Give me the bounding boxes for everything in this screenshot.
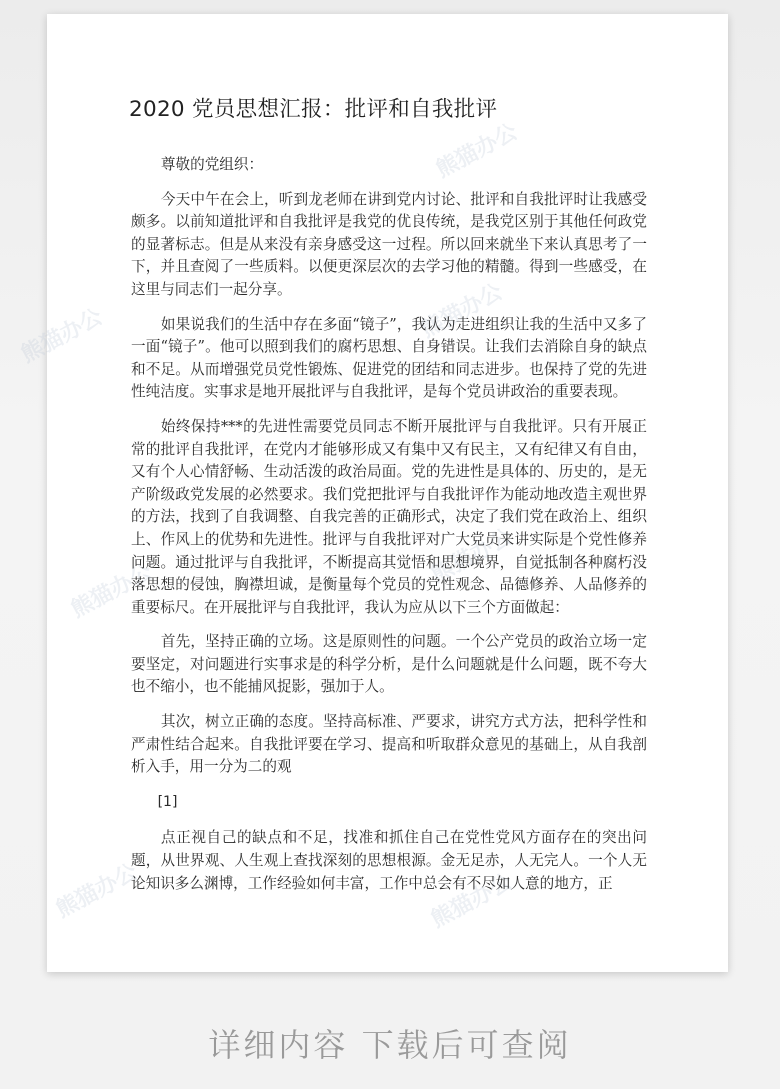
watermark: 熊猫办公 <box>432 119 522 183</box>
watermark: 熊猫办公 <box>67 559 157 623</box>
paragraph: 首先，坚持正确的立场。这是原则性的问题。一个公产党员的政治立场一定要坚定，对问题进行实事求是的科学分析，是什么问题就是什么问题，既不夸大也不缩小，也不能捕风捉影，强加于人。 <box>131 633 647 696</box>
paragraph: 始终保持***的先进性需要党员同志不断开展批评与自我批评。只有开展正常的批评自我批评，在党内才能够形成又有集中又有民主，又有纪律又有自由，又有个人心情舒畅、生动活泼的政治局面。党的先进性是具体的、历史的，是无产阶级政党发展的必然要求。我们党把批评与自我批评作为能动地改造主观世界的方法，找到了自我调整、自我完善的正确形式，决定了我们党在政治上、组织上、作风上的优势和先进性。批评与自我批评对广大党员来讲实际是个党性修养问题。通过批评与自我批评，不断提高其觉悟和思想境界，自觉抵制各种腐朽没落思想的侵蚀，胸襟坦诚，是衡量每个党员的党性观念、品德修养、人品修养的重要标尺。在开展批评与自我批评，我认为应从以下三个方面做起： <box>131 417 647 616</box>
watermark: 熊猫办公 <box>427 869 517 933</box>
watermark: 熊猫办公 <box>17 304 107 368</box>
watermark: 熊猫办公 <box>427 524 517 588</box>
paragraph: 其次，树立正确的态度。坚持高标准、严要求，讲究方式方法，把科学性和严肃性结合起来。自我批评要在学习、提高和听取群众意见的基础上，从自我剖析入手，用一分为二的观 <box>131 713 647 776</box>
watermark: 熊猫办公 <box>417 279 507 343</box>
download-hint: 详细内容 下载后可查阅 <box>208 1026 572 1064</box>
document-title: 2020 党员思想汇报：批评和自我批评 <box>129 97 498 122</box>
document-page <box>17 14 728 972</box>
watermark: 熊猫办公 <box>52 859 142 923</box>
document-body <box>131 154 647 907</box>
salutation: 尊敬的党组织： <box>160 156 264 173</box>
paragraph: 点正视自己的缺点和不足，找准和抓住自己在党性党风方面存在的突出问题，从世界观、人生观上查找深刻的思想根源。金无足赤，人无完人。一个人无论知识多么渊博，工作经验如何丰富，工作中总会有不尽如人意的地方，正 <box>131 829 647 892</box>
paragraph: 如果说我们的生活中存在多面“镜子”，我认为走进组织让我的生活中又多了一面“镜子”。他可以照到我们的腐朽思想、自身错误。让我们去消除自身的缺点和不足。从而增强党员党性锻炼、促进党的团结和同志进步。也保持了党的先进性纯洁度。实事求是地开展批评与自我批评，是每个党员讲政治的重要表现。 <box>131 315 647 401</box>
reference-marker: [1] <box>157 793 178 810</box>
paragraph: 今天中午在会上，听到龙老师在讲到党内讨论、批评和自我批评时让我感受颇多。以前知道批评和自我批评是我党的优良传统，是我党区别于其他任何政党的显著标志。但是从来没有亲身感受这一过程。所以回来就坐下来认真思考了一下，并且查阅了一些质料。以便更深层次的去学习他的精髓。得到一些感受，在这里与同志们一起分享。 <box>131 190 647 298</box>
